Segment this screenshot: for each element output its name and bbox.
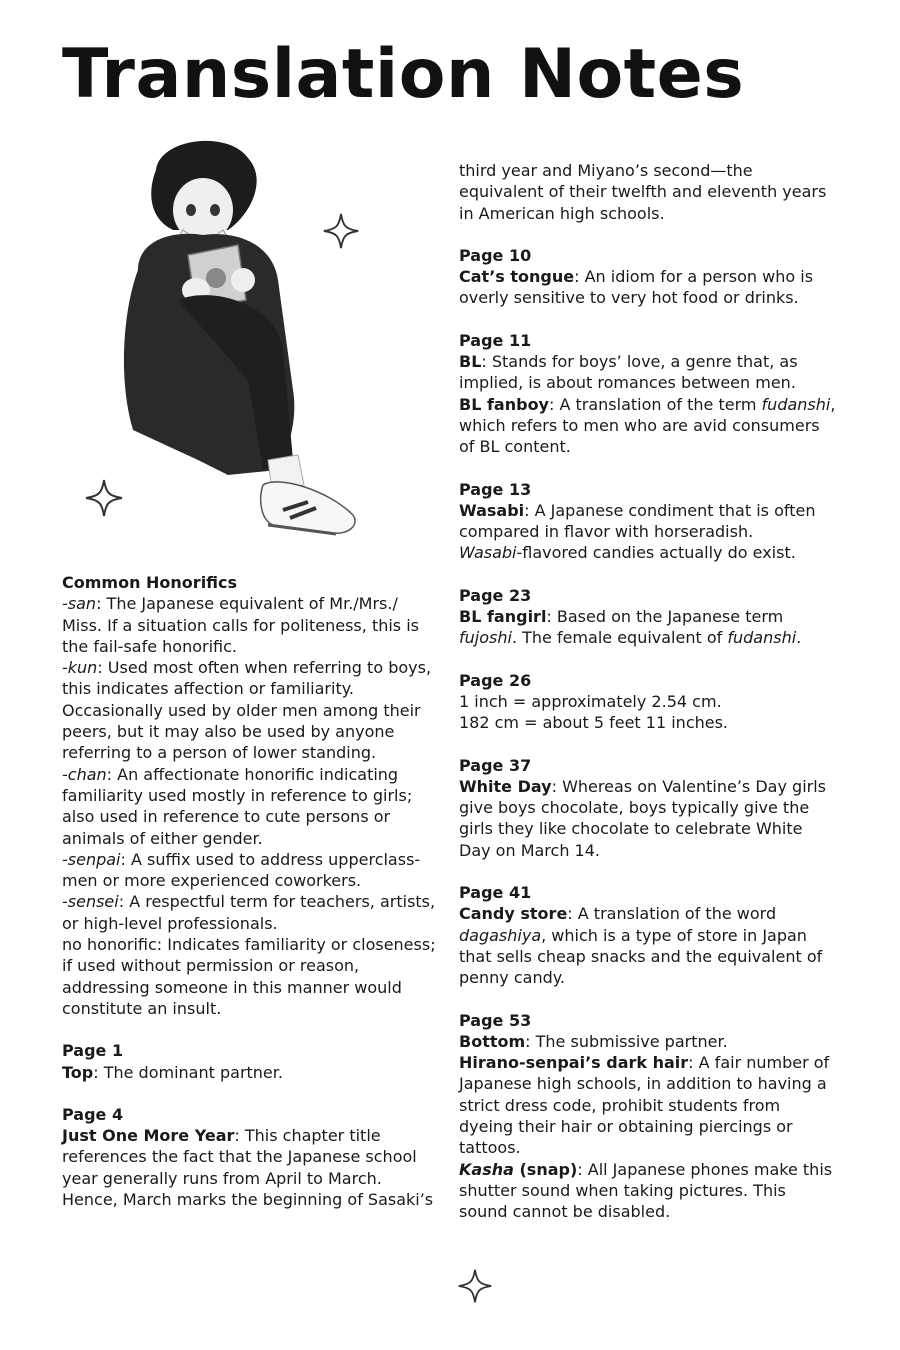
right-column <box>459 160 839 1222</box>
left-column <box>62 572 442 1210</box>
page-53-note-bottom: Bottom: The submissive partner. <box>459 1031 728 1051</box>
page-37-heading: Page 37 <box>459 755 532 775</box>
page-4-continuation: third year and Miyano’s second—the equivalent of their twelfth and eleventh years in American high schools. <box>459 161 827 223</box>
honorific-kun: -kun: Used most often when referring to boys, this indicates affection or familiarity. Occasionally used by older men among their peers, but it may also be used by anyone referring to a person of lower standing. <box>62 658 432 763</box>
page-26-heading: Page 26 <box>459 670 532 690</box>
page-11-note-bl: BL: Stands for boys’ love, a genre that, as implied, is about romances between men. <box>459 352 798 393</box>
page-53-note-hair: Hirano-senpai’s dark hair: A fair number of Japanese high schools, in addition to having a strict dress code, prohibit students from dyeing their hair or obtaining piercings or tattoos. <box>459 1053 830 1158</box>
page-11-heading: Page 11 <box>459 330 532 350</box>
page-26-line-2: 182 cm = about 5 feet 11 inches. <box>459 713 729 733</box>
page-13-note: Wasabi: A Japanese condiment that is often compared in flavor with horseradish. <box>459 500 816 542</box>
page-10-note: Cat’s tongue: An idiom for a person who is overly sensitive to very hot food or drinks. <box>459 267 814 308</box>
honorific-sensei: -sensei: A respectful term for teachers, artists, or high-level professionals. <box>62 892 436 933</box>
page-11-note-fanboy: BL fanboy: A translation of the term fudanshi, which refers to men who are avid consumers of BL content. <box>459 394 836 457</box>
four-point-star-icon <box>322 212 360 250</box>
four-point-star-icon <box>84 478 124 518</box>
page-26-line-1: 1 inch = approximately 2.54 cm. <box>459 691 722 711</box>
page-37-note: White Day: Whereas on Valentine’s Day girls give boys chocolate, boys typically give the girls they like chocolate to celebrate White Day on March 14. <box>459 776 826 860</box>
page-title: Translation Notes <box>62 35 745 114</box>
page-13-heading: Page 13 <box>459 479 532 499</box>
page-4-heading: Page 4 <box>62 1104 124 1124</box>
page-53-note-kasha: Kasha (snap): All Japanese phones make this shutter sound when taking pictures. This sound cannot be disabled. <box>459 1159 833 1222</box>
page-23-note: BL fangirl: Based on the Japanese term fujoshi. The female equivalent of fudanshi. <box>459 607 802 648</box>
page-1-note: Top: The dominant partner. <box>62 1062 283 1082</box>
honorific-chan: -chan: An affectionate honorific indicating familiarity used mostly in reference to girls; also used in reference to cute persons or animals of either gender. <box>62 764 413 848</box>
four-point-star-icon <box>457 1268 493 1304</box>
page-13-note-2: Wasabi-flavored candies actually do exist. <box>459 543 796 563</box>
page-4-note: Just One More Year: This chapter title references the fact that the Japanese school year generally runs from April to March. Hence, March marks the beginning of Sasaki’s <box>62 1126 434 1210</box>
honorific-senpai: -senpai: A suffix used to address upperclass- men or more experienced coworkers. <box>62 849 421 891</box>
page-10-heading: Page 10 <box>459 245 532 265</box>
page-41-heading: Page 41 <box>459 883 532 903</box>
honorifics-heading: Common Honorifics <box>62 573 238 592</box>
page-23-heading: Page 23 <box>459 585 532 605</box>
honorific-none: no honorific: Indicates familiarity or closeness; if used without permission or reason, addressing someone in this manner would constitute an insult. <box>62 935 436 1018</box>
page-1-heading: Page 1 <box>62 1041 124 1061</box>
honorific-san: -san: The Japanese equivalent of Mr./Mrs./ Miss. If a situation calls for politeness, this is the fail-safe honorific. <box>62 594 419 656</box>
page-41-note: Candy store: A translation of the word dagashiya, which is a type of store in Japan that sells cheap snacks and the equivalent of penny candy. <box>459 904 823 988</box>
page-53-heading: Page 53 <box>459 1010 532 1030</box>
